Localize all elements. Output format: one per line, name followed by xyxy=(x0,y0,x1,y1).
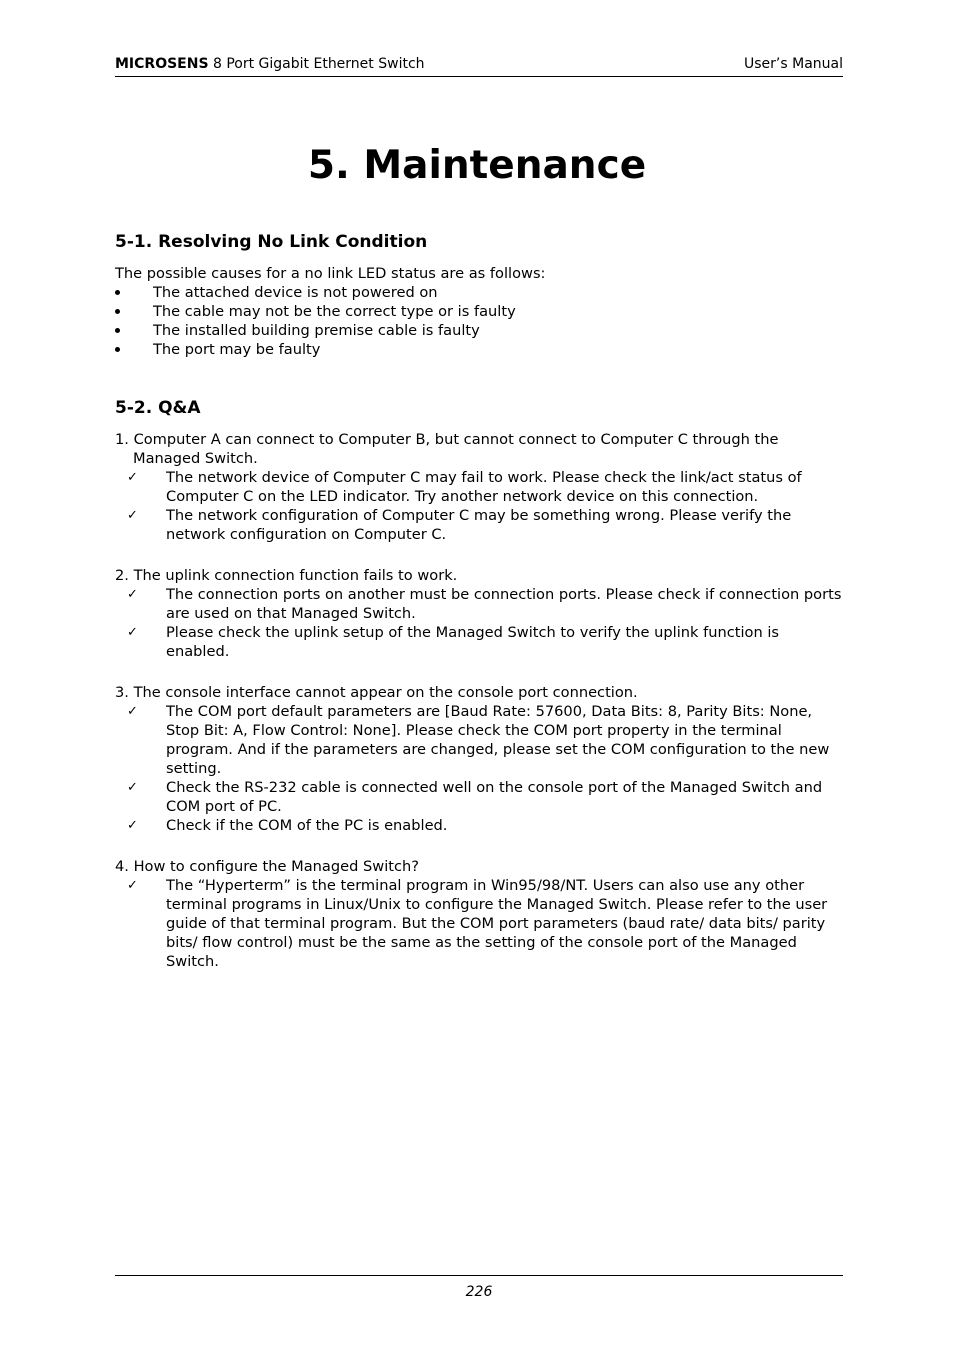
page-footer xyxy=(115,1275,843,1300)
qa-answer xyxy=(115,468,845,506)
checkmark-icon: ✓ xyxy=(127,780,138,795)
checkmark-icon: ✓ xyxy=(127,587,138,602)
bullet-dot-icon xyxy=(115,347,120,352)
qa-item xyxy=(115,683,845,835)
qa-answer xyxy=(115,585,845,623)
list-item-text: The installed building premise cable is faulty xyxy=(153,322,480,339)
qa-question: 4. How to configure the Managed Switch? xyxy=(115,858,419,875)
page-number: 226 xyxy=(465,1284,493,1300)
list-item xyxy=(115,302,845,321)
list-item xyxy=(115,340,845,359)
qa-answer-text: The COM port default parameters are [Baud Rate: 57600, Data Bits: 8, Parity Bits: None, Stop Bit: A, Flow Control: None]. Please check the COM port property in the terminal program. And if the parameters are changed, please set the COM configuration to the new setting. xyxy=(166,703,830,777)
list-item-text: The cable may not be the correct type or is faulty xyxy=(153,303,516,320)
list-item xyxy=(115,283,845,302)
checkmark-icon: ✓ xyxy=(127,818,138,833)
qa-item xyxy=(115,566,845,661)
qa-answer-text: The connection ports on another must be connection ports. Please check if connection ports are used on that Managed Switch. xyxy=(166,586,842,622)
page-header xyxy=(115,56,843,77)
qa-answer-text: The “Hyperterm” is the terminal program in Win95/98/NT. Users can also use any other terminal programs in Linux/Unix to configure the Managed Switch. Please refer to the user guide of that terminal program. But the COM port parameters (baud rate/ data bits/ parity bits/ flow control) must be the same as the setting of the console port of the Managed Switch. xyxy=(166,877,828,970)
list-item-text: The port may be faulty xyxy=(153,341,321,358)
qa-answers xyxy=(115,468,845,544)
causes-list xyxy=(115,283,845,359)
qa-answer xyxy=(115,702,845,778)
checkmark-icon: ✓ xyxy=(127,470,138,485)
header-title xyxy=(115,56,425,72)
manual-label: User’s Manual xyxy=(744,56,843,72)
qa-answer xyxy=(115,778,845,816)
qa-answers xyxy=(115,585,845,661)
qa-item xyxy=(115,430,845,544)
page-content xyxy=(115,229,845,993)
list-item-text: The attached device is not powered on xyxy=(153,284,438,301)
list-item xyxy=(115,321,845,340)
qa-item xyxy=(115,857,845,971)
checkmark-icon: ✓ xyxy=(127,878,138,893)
qa-answer xyxy=(115,876,845,971)
bullet-dot-icon xyxy=(115,290,120,295)
brand-name: MICROSENS xyxy=(115,56,209,72)
section-heading-no-link: 5-1. Resolving No Link Condition xyxy=(115,232,428,252)
qa-question: 3. The console interface cannot appear on the console port connection. xyxy=(115,684,638,701)
qa-answer xyxy=(115,623,845,661)
checkmark-icon: ✓ xyxy=(127,508,138,523)
qa-answer-text: Check if the COM of the PC is enabled. xyxy=(166,817,448,834)
qa-answer-text: The network configuration of Computer C may be something wrong. Please verify the network configuration on Computer C. xyxy=(166,507,792,543)
qa-answer-text: The network device of Computer C may fail to work. Please check the link/act status of Computer C on the LED indicator. Try another network device on this connection. xyxy=(166,469,802,505)
qa-answers xyxy=(115,876,845,971)
product-name: 8 Port Gigabit Ethernet Switch xyxy=(208,56,425,72)
qa-answer xyxy=(115,816,845,835)
qa-answer xyxy=(115,506,845,544)
qa-question: 1. Computer A can connect to Computer B, but cannot connect to Computer C through the Managed Switch. xyxy=(115,431,779,467)
qa-question: 2. The uplink connection function fails to work. xyxy=(115,567,458,584)
checkmark-icon: ✓ xyxy=(127,625,138,640)
section-heading-qa: 5-2. Q&A xyxy=(115,398,201,418)
checkmark-icon: ✓ xyxy=(127,704,138,719)
chapter-title: 5. Maintenance xyxy=(307,143,647,188)
qa-answer-text: Please check the uplink setup of the Managed Switch to verify the uplink function is enabled. xyxy=(166,624,780,660)
qa-list xyxy=(115,430,845,971)
qa-answers xyxy=(115,702,845,835)
section-intro: The possible causes for a no link LED status are as follows: xyxy=(115,265,546,282)
qa-answer-text: Check the RS-232 cable is connected well on the console port of the Managed Switch and COM port of PC. xyxy=(166,779,823,815)
bullet-dot-icon xyxy=(115,328,120,333)
bullet-dot-icon xyxy=(115,309,120,314)
